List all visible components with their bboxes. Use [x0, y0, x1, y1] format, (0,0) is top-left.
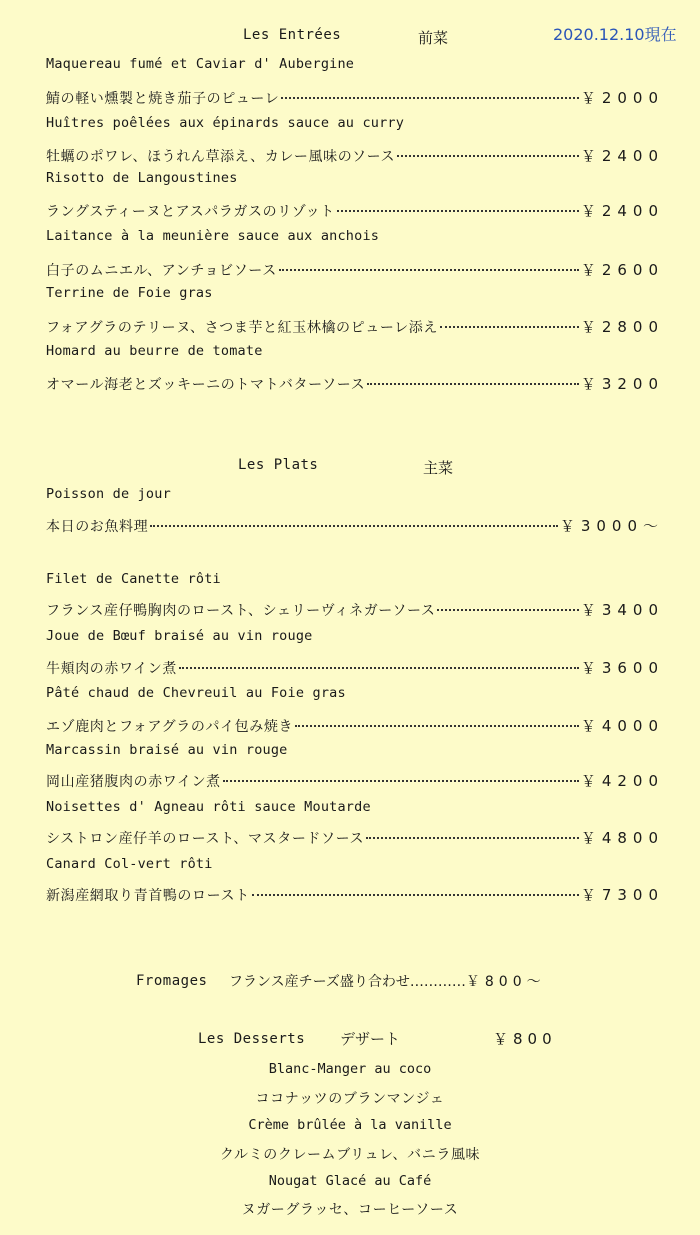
fromages-line: [229, 971, 546, 991]
entree-price: ￥2000: [580, 89, 664, 107]
date-label: 2020.12.10現在: [553, 25, 677, 44]
dot-leader: [367, 382, 579, 385]
plat-fr: Canard Col-vert rôti: [46, 856, 213, 872]
dessert-jp: ヌガーグラッセ、コーヒーソース: [241, 1202, 459, 1218]
desserts-title-fr: Les Desserts: [198, 1031, 306, 1047]
entree-jp: ラングスティーヌとアスパラガスのリゾット: [46, 204, 335, 220]
entrees-title-jp: 前菜: [418, 29, 449, 47]
dot-leader: [252, 893, 579, 896]
entree-fr: Huîtres poêlées aux épinards sauce au curry: [46, 115, 405, 131]
entree-jp-line: [46, 316, 664, 337]
fromages-label-jp: フランス産チーズ盛り合わせ: [229, 974, 410, 990]
entree-price: ￥2800: [580, 318, 664, 336]
plat-fr: Marcassin braisé au vin rouge: [46, 742, 288, 758]
entree-jp-line: [46, 373, 664, 394]
dessert-fr: Nougat Glacé au Café: [268, 1173, 432, 1189]
fromages-label-fr: Fromages: [136, 973, 208, 989]
plat-jp: 新潟産網取り青首鴨のロースト: [46, 888, 250, 904]
dot-leader: [281, 96, 578, 99]
plat-fr: Joue de Bœuf braisé au vin rouge: [46, 628, 313, 644]
plat-jp-line: [46, 827, 664, 848]
entree-jp-line: [46, 200, 664, 221]
plat-fr: Pâté chaud de Chevreuil au Foie gras: [46, 685, 346, 701]
plat-jp-line: [46, 715, 664, 736]
plat-fr: Filet de Canette rôti: [46, 571, 221, 587]
plat-jp-line: [46, 515, 664, 536]
plat-price: ￥4000: [580, 717, 664, 735]
entree-jp-line: [46, 87, 664, 108]
dessert-jp: クルミのクレームブリュレ、バニラ風味: [219, 1147, 481, 1163]
dot-leader: [440, 325, 579, 328]
desserts-price: ￥800: [493, 1030, 557, 1048]
dessert-fr: Crème brûlée à la vanille: [248, 1117, 452, 1133]
desserts-title-jp: デザート: [340, 1030, 401, 1048]
plats-title-fr: Les Plats: [238, 457, 319, 473]
plat-jp: シストロン産仔羊のロースト、マスタードソース: [46, 831, 365, 847]
plat-jp-line: [46, 599, 664, 620]
plat-jp-line: [46, 884, 664, 905]
entree-price: ￥2400: [580, 147, 664, 165]
entree-jp: 白子のムニエル、アンチョビソース: [46, 263, 277, 279]
plat-price: ￥3600: [580, 659, 664, 677]
entree-price: ￥3200: [580, 375, 664, 393]
dot-leader: [179, 666, 579, 669]
fromages-price: ￥800～: [465, 974, 546, 990]
entree-jp-line: [46, 259, 664, 280]
plat-price: ￥4800: [580, 829, 664, 847]
entree-jp: 鯖の軽い燻製と焼き茄子のピューレ: [46, 91, 280, 107]
dot-leader: [366, 836, 579, 839]
plat-jp: エゾ鹿肉とフォアグラのパイ包み焼き: [46, 719, 294, 735]
plats-title-jp: 主菜: [423, 459, 454, 477]
dessert-jp: ココナッツのブランマンジェ: [255, 1091, 445, 1107]
plat-jp: 岡山産猪腹肉の赤ワイン煮: [46, 774, 221, 790]
dot-leader: [295, 724, 579, 727]
entree-fr: Homard au beurre de tomate: [46, 343, 263, 359]
entree-jp: オマール海老とズッキーニのトマトバターソース: [46, 377, 366, 393]
entree-jp: 牡蠣のポワレ、ほうれん草添え、カレー風味のソース: [46, 149, 396, 165]
entree-fr: Risotto de Langoustines: [46, 170, 238, 186]
entree-jp: フォアグラのテリーヌ、さつま芋と紅玉林檎のピューレ添え: [46, 320, 438, 336]
fromages-dots: …………: [409, 974, 466, 990]
entree-price: ￥2400: [580, 202, 664, 220]
plat-price: ￥4200: [580, 772, 664, 790]
plat-price: ￥3400: [580, 601, 664, 619]
entrees-title-fr: Les Entrées: [243, 27, 342, 43]
plat-jp-line: [46, 770, 664, 791]
dot-leader: [150, 524, 558, 527]
dot-leader: [397, 154, 579, 157]
dessert-fr: Blanc-Manger au coco: [268, 1061, 432, 1077]
dot-leader: [223, 779, 579, 782]
plat-price: ￥7300: [580, 886, 664, 904]
entree-jp-line: [46, 145, 664, 166]
plat-fr: Poisson de jour: [46, 486, 171, 502]
plat-price: ￥3000～: [559, 517, 664, 535]
plat-jp: フランス産仔鴨胸肉のロースト、シェリーヴィネガーソース: [46, 603, 436, 619]
dot-leader: [437, 608, 578, 611]
plat-fr: Noisettes d' Agneau rôti sauce Moutarde: [46, 799, 371, 815]
dot-leader: [337, 209, 579, 212]
dot-leader: [279, 268, 579, 271]
plat-jp: 牛頬肉の赤ワイン煮: [46, 661, 177, 677]
entree-fr: Maquereau fumé et Caviar d' Aubergine: [46, 56, 355, 72]
plat-jp: 本日のお魚料理: [46, 519, 149, 535]
entree-fr: Terrine de Foie gras: [46, 285, 213, 301]
entree-fr: Laitance à la meunière sauce aux anchois: [46, 228, 380, 244]
plat-jp-line: [46, 657, 664, 678]
entree-price: ￥2600: [580, 261, 664, 279]
